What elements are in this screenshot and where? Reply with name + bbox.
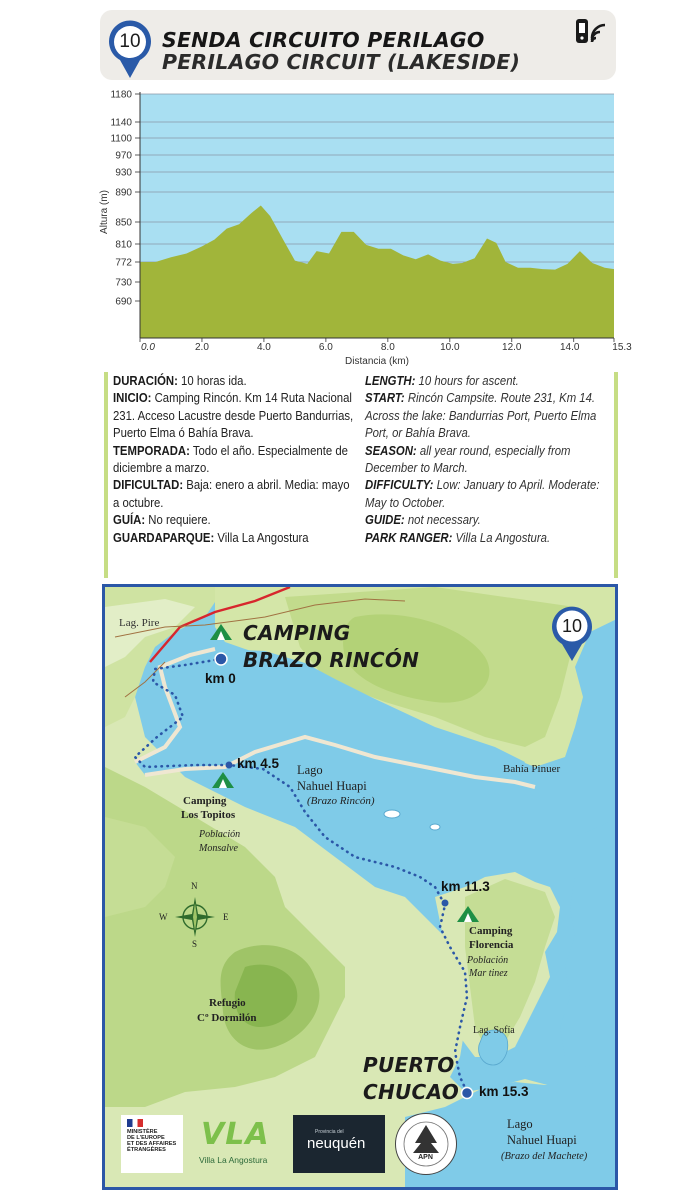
label-camping-los-topitos-1: Camping — [183, 795, 227, 807]
y-tick-label: 850 — [115, 217, 132, 229]
info-es-row — [113, 476, 354, 511]
label-refugio-2: Cº Dormilón — [197, 1012, 257, 1024]
label-camping-florencia-1: Camping — [469, 925, 513, 937]
logo-neuquen-small: Provincia del — [315, 1129, 344, 1135]
info-es-row — [113, 442, 354, 477]
label-poblacion-monsalve-2: Monsalve — [199, 843, 238, 854]
logo-neuquen-text: neuquén — [307, 1135, 366, 1152]
label-lago-nahuel-huapi-1a: Lago — [297, 763, 323, 777]
x-axis-label: Distancia (km) — [345, 356, 409, 367]
label-lago-nahuel-huapi-2a: Lago — [507, 1117, 533, 1131]
apn-tree-icon — [395, 1113, 457, 1175]
logo-ministere-line4: ÉTRANGÈRES — [127, 1147, 166, 1153]
y-tick-label: 930 — [115, 167, 132, 179]
compass-w: W — [159, 912, 168, 922]
info-es-text: Baja: enero a abril. Media: mayo a octubre. — [113, 477, 350, 510]
info-es-text: No requiere. — [148, 512, 211, 528]
camping-tent-icon — [209, 623, 233, 641]
info-english — [365, 372, 610, 546]
camping-tent-icon — [211, 771, 235, 789]
x-tick-label: 8.0 — [380, 342, 395, 353]
x-tick-label: 6.0 — [318, 342, 333, 353]
info-en-row — [365, 389, 609, 441]
info-en-row — [365, 529, 609, 546]
info-es-text: Todo el año. Especialmente de diciembre a marzo. — [113, 442, 348, 476]
info-en-row — [365, 476, 609, 511]
compass-n: N — [191, 881, 198, 891]
label-km-0: km 0 — [205, 671, 236, 686]
logo-ministere — [121, 1115, 183, 1173]
y-tick-label: 810 — [115, 239, 132, 251]
compass-e: E — [223, 912, 229, 922]
info-en-text: Villa La Angostura. — [455, 529, 551, 545]
info-es-label: TEMPORADA: — [113, 442, 190, 458]
label-puerto-chucao-2: CHUCAO — [363, 1080, 459, 1104]
camping-tent-icon — [456, 905, 480, 923]
info-es-label: DIFICULTAD: — [113, 477, 184, 493]
info-es-label: INICIO: — [113, 390, 152, 406]
x-tick-label: 14.0 — [559, 342, 580, 353]
x-tick-label: 15.3 — [612, 342, 632, 353]
x-tick-label: 12.0 — [502, 342, 522, 353]
label-camping-los-topitos-2: Los Topitos — [181, 809, 236, 821]
info-en-text: 10 hours for ascent. — [418, 373, 519, 388]
info-en-label: SEASON: — [365, 442, 417, 458]
logo-ministere-line1: MINISTÈRE — [127, 1129, 158, 1135]
trail-info — [104, 372, 618, 578]
info-en-row — [365, 511, 609, 528]
logo-ministere-line2: DE L'EUROPE — [127, 1135, 165, 1141]
map-route-badge-number: 10 — [561, 616, 583, 636]
info-es-text: Camping Rincón. Km 14 Ruta Nacional 231. Acceso Lacustre desde Puerto Bandurrias, Puerto Elma ó Bahía Brava. — [113, 390, 354, 441]
y-tick-label: 772 — [115, 257, 132, 269]
label-camping-florencia-2: Florencia — [469, 939, 514, 951]
label-lago-nahuel-huapi-1c: (Brazo Rincón) — [307, 795, 375, 807]
logo-neuquen — [293, 1115, 385, 1173]
info-en-label: PARK RANGER: — [365, 529, 453, 545]
elevation-profile-svg — [0, 82, 675, 367]
info-spanish — [113, 372, 355, 546]
info-es-row — [113, 372, 354, 389]
sponsor-logos — [117, 1115, 409, 1175]
info-en-label: LENGTH: — [365, 373, 416, 388]
map-terrain — [105, 587, 618, 1190]
label-refugio-1: Refugio — [209, 997, 246, 1009]
info-en-label: DIFFICULTY: — [365, 477, 434, 493]
info-en-text: not necessary. — [407, 512, 481, 528]
x-tick-label: 2.0 — [195, 342, 209, 353]
y-tick-label: 690 — [115, 296, 132, 308]
label-poblacion-martinez-2: Mar tinez — [469, 968, 508, 979]
label-lago-nahuel-huapi-2b: Nahuel Huapi — [507, 1133, 577, 1147]
info-en-text: Rincón Campsite. Route 231, Km 14. Across the lake: Bandurrias Port, Puerto Elma Port, or Bahía Brava. — [365, 390, 597, 441]
y-tick-label: 1100 — [110, 133, 132, 145]
title-spanish: SENDA CIRCUITO PERILAGO — [162, 28, 485, 52]
route-map — [102, 584, 618, 1190]
label-poblacion-monsalve-1: Población — [199, 829, 241, 840]
label-camping-brazo-rincon-1: CAMPING — [243, 621, 351, 645]
logo-vla-sub: Villa La Angostura — [199, 1155, 268, 1165]
route-header — [100, 10, 616, 80]
info-en-text: all year round, especially from December to March. — [365, 442, 571, 476]
info-divider-left — [104, 372, 108, 578]
logo-vla — [195, 1115, 279, 1173]
y-tick-label: 730 — [115, 277, 132, 289]
logo-apn-text: APN — [418, 1154, 433, 1161]
phone-signal-icon — [572, 16, 608, 52]
info-es-label: GUARDAPARQUE: — [113, 529, 215, 545]
info-en-label: START: — [365, 390, 405, 406]
info-en-row — [365, 372, 609, 389]
label-lago-nahuel-huapi-2c: (Brazo del Machete) — [501, 1151, 588, 1162]
y-tick-label: 1140 — [110, 117, 132, 129]
x-tick-label: 4.0 — [256, 342, 271, 353]
info-es-row — [113, 511, 354, 528]
label-km-11-3: km 11.3 — [441, 879, 490, 894]
info-en-text: Low: January to April. Moderate: May to October. — [365, 477, 600, 510]
compass-s: S — [192, 939, 198, 949]
y-tick-label: 970 — [115, 150, 132, 162]
info-es-text: Villa La Angostura — [217, 529, 309, 545]
y-tick-label: 1180 — [110, 89, 132, 101]
label-lag-pire: Lag. Pire — [119, 617, 160, 629]
logo-apn — [395, 1113, 457, 1175]
x-tick-label: 0.0 — [141, 342, 155, 353]
label-km-15-3: km 15.3 — [479, 1084, 529, 1099]
elevation-profile-chart — [0, 82, 675, 367]
info-divider-right — [614, 372, 618, 578]
y-tick-label: 890 — [115, 187, 132, 199]
label-camping-brazo-rincon-2: BRAZO RINCÓN — [243, 648, 420, 672]
x-tick-label: 10.0 — [440, 342, 460, 353]
title-english: PERILAGO CIRCUIT (LAKESIDE) — [162, 50, 521, 74]
route-number: 10 — [119, 31, 141, 52]
info-es-label: DURACIÓN: — [113, 373, 178, 388]
info-en-row — [365, 442, 609, 477]
info-en-label: GUIDE: — [365, 512, 405, 528]
info-es-row — [113, 389, 354, 441]
info-es-row — [113, 529, 354, 546]
label-puerto-chucao-1: PUERTO — [363, 1053, 455, 1077]
y-axis-label: Altura (m) — [99, 190, 110, 234]
info-es-text: 10 horas ida. — [181, 373, 247, 388]
info-es-label: GUÍA: — [113, 512, 146, 528]
label-lago-nahuel-huapi-1b: Nahuel Huapi — [297, 779, 367, 793]
label-lag-sofia: Lag. Sofía — [473, 1025, 515, 1036]
logo-vla-mark: VLA — [201, 1117, 270, 1152]
label-km-4-5: km 4.5 — [237, 756, 280, 771]
compass-rose-icon — [173, 895, 217, 939]
logo-ministere-line3: ET DES AFFAIRES — [127, 1141, 177, 1147]
label-poblacion-martinez-1: Población — [467, 955, 509, 966]
label-bahia-pinuer: Bahía Pinuer — [503, 763, 561, 775]
